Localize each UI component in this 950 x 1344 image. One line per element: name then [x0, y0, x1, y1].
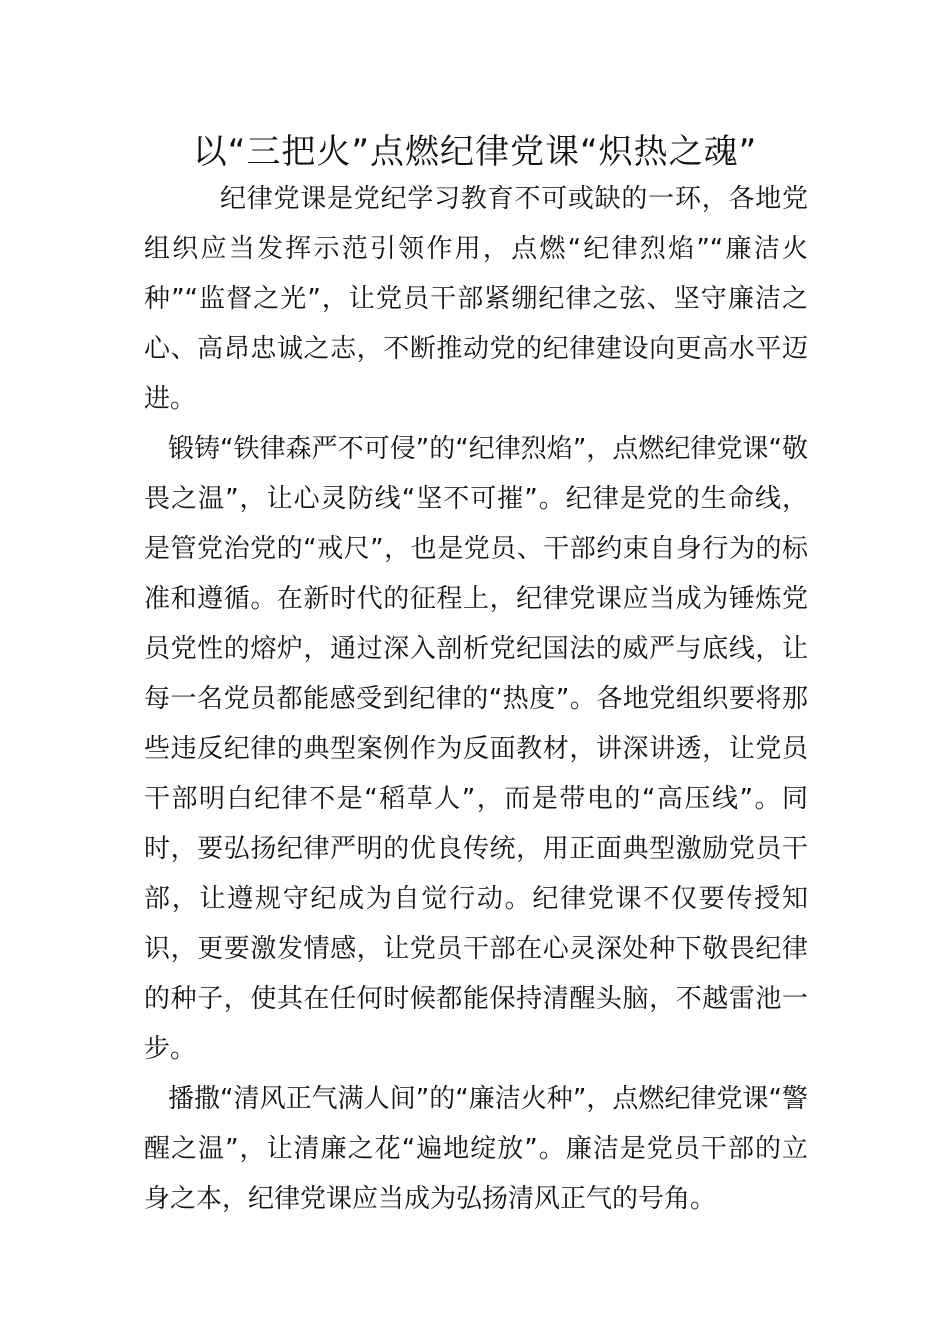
- paragraph-integrity-spark: 播撒“清风正气满人间”的“廉洁火种”，点燃纪律党课“警醒之温”，让清廉之花“遍地绽放”。廉洁是党员干部的立身之本，纪律党课应当成为弘扬清风正气的号角。: [144, 1084, 808, 1214]
- paragraph-intro: 纪律党课是党纪学习教育不可或缺的一环，各地党组织应当发挥示范引领作用，点燃“纪律烈焰”“廉洁火种”“监督之光”，让党员干部紧绷纪律之弦、坚守廉洁之心、高昂忠诚之志，不断推动党的纪律建设向更高水平迈进。: [144, 184, 808, 414]
- paragraph-discipline-flame: 锻铸“铁律森严不可侵”的“纪律烈焰”，点燃纪律党课“敬畏之温”，让心灵防线“坚不可摧”。纪律是党的生命线，是管党治党的“戒尺”，也是党员、干部约束自身行为的标准和遵循。在新时代的征程上，纪律党课应当成为锤炼党员党性的熔炉，通过深入剖析党纪国法的威严与底线，让每一名党员都能感受到纪律的“热度”。各地党组织要将那些违反纪律的典型案例作为反面教材，讲深讲透，让党员干部明白纪律不是“稻草人”，而是带电的“高压线”。同时，要弘扬纪律严明的优良传统，用正面典型激励党员干部，让遵规守纪成为自觉行动。纪律党课不仅要传授知识，更要激发情感，让党员干部在心灵深处种下敬畏纪律的种子，使其在任何时候都能保持清醒头脑，不越雷池一步。: [144, 434, 808, 1064]
- document-body: [144, 174, 808, 1224]
- document-title: 以“三把火”点燃纪律党课“炽热之魂”: [192, 132, 758, 172]
